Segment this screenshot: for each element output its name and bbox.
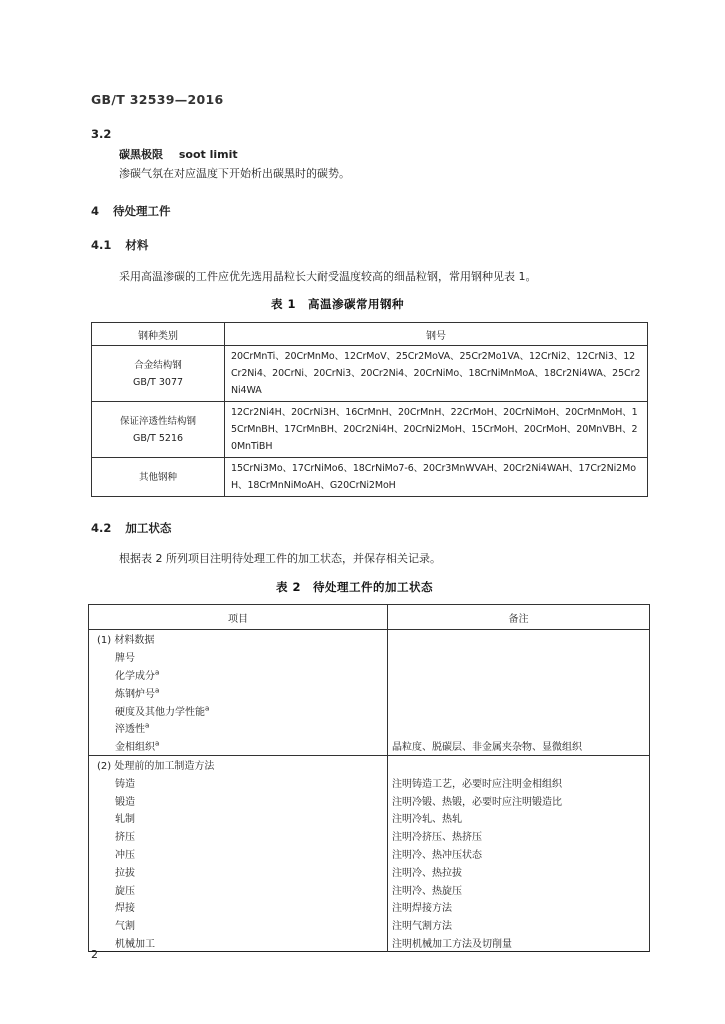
table2-body [89,630,650,952]
footnote-marker: a [155,686,160,695]
section-4-1-text: 采用高温渗碳的工件应优先选用晶粒长大耐受温度较高的细晶粒钢，常用钢种见表 1。 [119,270,537,283]
item-cell [89,809,388,827]
table1-header-category: 钢种类别 [92,323,225,346]
item-label: 锻造 [115,796,135,808]
item-label: 铸造 [115,778,135,790]
table-row [89,809,650,827]
table2-caption: 表 2 待处理工件的加工状态 [276,580,434,594]
item-cell [89,630,388,648]
table2-header-item: 项目 [89,605,388,630]
footnote-marker: a [155,668,160,677]
table2-header-note: 备注 [388,605,650,630]
term-chinese: 碳黑极限 [119,148,163,161]
steel-grades: 20CrMnTi、20CrMnMo、12CrMoV、25Cr2MoVA、25Cr2Mo1VA、12CrNi2、12CrNi3、12Cr2Ni4、20CrNi、20CrNi3、20Cr2Ni4、20CrNiMo、18CrNiMnMoA、18Cr2Ni4WA、25Cr2Ni4WA [225,346,648,402]
table-row [89,719,650,737]
item-label: 硬度及其他力学性能 [115,706,205,718]
item-label: 牌号 [115,653,135,665]
section-4-1-heading [91,237,148,253]
footnote-marker: a [145,722,150,731]
section-4-1-number: 4.1 [91,238,112,252]
table-row [89,755,650,773]
item-label: 机械加工 [115,938,155,950]
note-cell [388,719,650,737]
item-cell [89,737,388,755]
note-cell [388,666,650,684]
item-cell [89,916,388,934]
item-cell [89,898,388,916]
term-line [119,146,238,162]
steel-category-cell [92,346,225,402]
item-label: 挤压 [115,832,135,844]
table-row [92,346,648,402]
table2-header-row [89,605,650,630]
table1-header-grade: 钢号 [225,323,648,346]
steel-standard: GB/T 3077 [132,376,184,388]
note-cell: 注明冷轧、热轧 [388,809,650,827]
section-4-2-text: 根据表 2 所列项目注明待处理工件的加工状态，并保存相关记录。 [119,552,441,565]
table-row [89,630,650,648]
steel-category: 保证淬透性结构钢 [119,415,196,427]
note-cell [388,648,650,666]
item-label: 金相组织 [115,742,155,754]
item-cell [89,773,388,791]
steel-grades: 12Cr2Ni4H、20CrNi3H、16CrMnH、20CrMnH、22CrMoH、20CrNiMoH、20CrMnMoH、15CrMnBH、17CrMnBH、20Cr2Ni4H、20CrNi2MoH、15CrMoH、20CrMoH、20MnVBH、20MnTiBH [225,402,648,458]
note-cell: 注明冷、热拉拔 [388,862,650,880]
note-cell: 注明气割方法 [388,916,650,934]
note-cell [388,630,650,648]
note-cell: 注明冷、热冲压状态 [388,845,650,863]
item-cell [89,827,388,845]
item-label: 焊接 [115,903,135,915]
item-label: 炼钢炉号 [115,688,155,700]
table-row [89,898,650,916]
steel-category: 其他钢种 [138,471,177,483]
item-cell [89,862,388,880]
note-cell: 注明焊接方法 [388,898,650,916]
note-cell [388,755,650,773]
table-row [89,773,650,791]
item-label: (1) 材料数据 [97,635,155,647]
table-row [89,737,650,755]
note-cell: 晶粒度、脱碳层、非金属夹杂物、显微组织 [388,737,650,755]
item-label: 冲压 [115,849,135,861]
section-4-1-title: 材料 [125,238,149,252]
item-cell [89,719,388,737]
note-cell: 注明机械加工方法及切削量 [388,934,650,952]
item-label: (2) 处理前的加工制造方法 [97,760,215,772]
section-4-heading [91,203,171,219]
item-cell [89,701,388,719]
note-cell: 注明冷挤压、热挤压 [388,827,650,845]
section-4-2-number: 4.2 [91,521,112,535]
table-row [89,666,650,684]
footnote-marker: a [205,704,210,713]
term-definition: 渗碳气氛在对应温度下开始析出碳黑时的碳势。 [119,167,350,180]
table-row [89,791,650,809]
table-row [89,845,650,863]
table1-caption: 表 1 高温渗碳常用钢种 [271,297,405,311]
item-cell [89,683,388,701]
item-label: 气割 [115,921,135,933]
table-row [89,880,650,898]
item-cell [89,755,388,773]
note-cell [388,701,650,719]
note-cell: 注明冷、热旋压 [388,880,650,898]
table-row [92,458,648,497]
table-row [89,701,650,719]
item-label: 拉拔 [115,867,135,879]
table1-header-row [92,323,648,346]
item-cell [89,934,388,952]
table-row [89,648,650,666]
term-english: soot limit [178,148,238,161]
footnote-marker: a [155,739,160,748]
item-cell [89,791,388,809]
item-label: 化学成分 [115,670,155,682]
section-4-title: 待处理工件 [113,204,171,218]
table-row [92,402,648,458]
note-cell: 注明冷锻、热锻，必要时应注明锻造比 [388,791,650,809]
item-cell [89,648,388,666]
section-4-2-heading [91,520,171,536]
item-label: 轧制 [115,814,135,826]
section-4-2-title: 加工状态 [125,521,172,535]
steel-grades-table [91,322,648,497]
processing-state-table [88,604,650,952]
steel-category-cell [92,458,225,497]
table-row [89,827,650,845]
item-cell [89,845,388,863]
standard-number: GB/T 32539—2016 [91,92,224,107]
steel-category: 合金结构钢 [134,359,182,371]
steel-category-cell [92,402,225,458]
table-row [89,916,650,934]
item-cell [89,880,388,898]
item-label: 旋压 [115,885,135,897]
note-cell: 注明铸造工艺，必要时应注明金相组织 [388,773,650,791]
table-row [89,862,650,880]
item-label: 淬透性 [115,724,145,736]
table-row [89,683,650,701]
page-number: 2 [91,948,98,961]
item-cell [89,666,388,684]
table-row [89,934,650,952]
steel-standard: GB/T 5216 [132,432,184,444]
section-3-2-number: 3.2 [91,127,112,141]
note-cell [388,683,650,701]
steel-grades: 15CrNi3Mo、17CrNiMo6、18CrNiMo7-6、20Cr3MnWVAH、20Cr2Ni4WAH、17Cr2Ni2MoH、18CrMnNiMoAH、G20CrNi2MoH [225,458,648,497]
section-4-number: 4 [91,204,100,218]
